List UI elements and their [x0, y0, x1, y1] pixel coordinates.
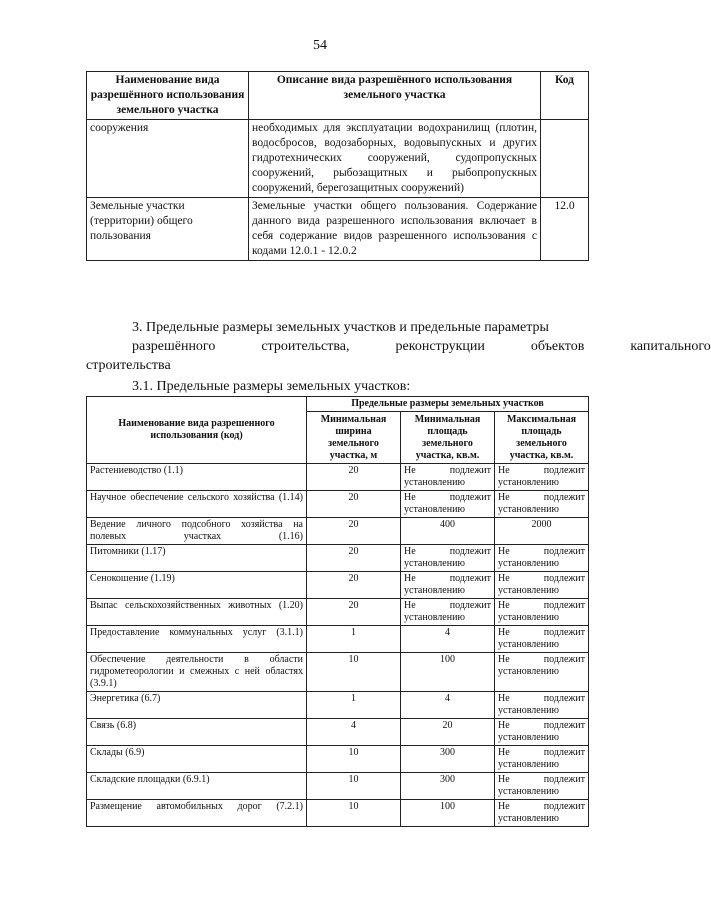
table-row [87, 464, 589, 491]
use-type-cell: Энергетика (6.7) [87, 692, 307, 719]
table-row [87, 773, 589, 800]
min-area-cell: 100 [401, 653, 495, 692]
min-area-cell: Не подлежит установлению [401, 464, 495, 491]
max-area-cell: Не подлежит установлению [495, 719, 589, 746]
table-row [87, 692, 589, 719]
use-type-cell: Размещение автомобильных дорог (7.2.1) [87, 800, 307, 827]
min-width-cell: 20 [307, 464, 401, 491]
table-row [87, 198, 589, 261]
use-type-cell: сооружения [87, 120, 249, 198]
header-max-area: Максимальная площадь земельного участка, кв.м. [495, 412, 589, 464]
table-row [87, 719, 589, 746]
section-3-word: реконструкции [395, 339, 485, 354]
section-3-word: строительства, [261, 339, 350, 354]
min-area-cell: 300 [401, 773, 495, 800]
use-type-cell: Выпас сельскохозяйственных животных (1.20) [87, 599, 307, 626]
table-row [87, 746, 589, 773]
max-area-cell: 2000 [495, 518, 589, 545]
table-row [87, 572, 589, 599]
min-width-cell: 10 [307, 800, 401, 827]
table-row [87, 491, 589, 518]
min-width-cell: 20 [307, 545, 401, 572]
use-type-cell: Земельные участки (территории) общего пользования [87, 198, 249, 261]
max-area-cell: Не подлежит установлению [495, 572, 589, 599]
use-type-cell: Ведение личного подсобного хозяйства на полевых участках (1.16) [87, 518, 307, 545]
min-area-cell: 400 [401, 518, 495, 545]
min-area-cell: 20 [401, 719, 495, 746]
use-type-cell: Сенокошение (1.19) [87, 572, 307, 599]
min-area-cell: Не подлежит установлению [401, 545, 495, 572]
section-3-1-heading: 3.1. Предельные размеры земельных участков: [132, 379, 411, 394]
max-area-cell: Не подлежит установлению [495, 491, 589, 518]
max-area-cell: Не подлежит установлению [495, 464, 589, 491]
min-width-cell: 20 [307, 491, 401, 518]
page-number: 54 [313, 38, 327, 53]
table-row [87, 626, 589, 653]
min-width-cell: 20 [307, 518, 401, 545]
table-row [87, 653, 589, 692]
section-3-heading [86, 318, 711, 375]
min-area-cell: Не подлежит установлению [401, 491, 495, 518]
use-type-cell: Предоставление коммунальных услуг (3.1.1) [87, 626, 307, 653]
use-type-cell: Обеспечение деятельности в области гидрометеорологии и смежных с ней областях (3.9.1) [87, 653, 307, 692]
table-row [87, 518, 589, 545]
min-area-cell: 4 [401, 692, 495, 719]
max-area-cell: Не подлежит установлению [495, 692, 589, 719]
table-row [87, 545, 589, 572]
min-width-cell: 10 [307, 653, 401, 692]
section-3-word: разрешённого [132, 339, 216, 354]
use-type-cell: Склады (6.9) [87, 746, 307, 773]
header-description: Описание вида разрешённого использования земельного участка [249, 72, 541, 120]
description-cell: необходимых для эксплуатации водохранилищ (плотин, водосбросов, водозаборных, водовыпускных и других гидротехнических сооружений, судопропускных сооружений, рыбозащитных и рыбопропускных сооружений, берегозащитных сооружений) [249, 120, 541, 198]
header-min-area: Минимальная площадь земельного участка, кв.м. [401, 412, 495, 464]
min-width-cell: 20 [307, 599, 401, 626]
max-area-cell: Не подлежит установлению [495, 800, 589, 827]
min-width-cell: 20 [307, 572, 401, 599]
min-area-cell: Не подлежит установлению [401, 572, 495, 599]
max-area-cell: Не подлежит установлению [495, 599, 589, 626]
min-area-cell: 100 [401, 800, 495, 827]
code-cell [541, 120, 589, 198]
min-width-cell: 1 [307, 692, 401, 719]
section-3-line-1: 3. Предельные размеры земельных участков и предельные параметры [132, 320, 549, 335]
min-width-cell: 10 [307, 746, 401, 773]
section-3-line-3: строительства [86, 358, 171, 373]
section-3-line-2 [86, 337, 711, 356]
max-area-cell: Не подлежит установлению [495, 626, 589, 653]
min-width-cell: 4 [307, 719, 401, 746]
use-type-cell: Складские площадки (6.9.1) [87, 773, 307, 800]
table-row [87, 120, 589, 198]
land-use-description-table [86, 71, 589, 261]
max-area-cell: Не подлежит установлению [495, 653, 589, 692]
description-cell: Земельные участки общего пользования. Содержание данного вида разрешенного использования включает в себя содержание видов разрешенного использования с кодами 12.0.1 - 12.0.2 [249, 198, 541, 261]
plot-size-limits-table [86, 396, 589, 827]
min-area-cell: Не подлежит установлению [401, 599, 495, 626]
section-3-word: капитального [630, 339, 711, 354]
max-area-cell: Не подлежит установлению [495, 773, 589, 800]
min-width-cell: 1 [307, 626, 401, 653]
min-width-cell: 10 [307, 773, 401, 800]
use-type-cell: Научное обеспечение сельского хозяйства (1.14) [87, 491, 307, 518]
max-area-cell: Не подлежит установлению [495, 545, 589, 572]
max-area-cell: Не подлежит установлению [495, 746, 589, 773]
section-3-word: объектов [530, 339, 585, 354]
header-size-group: Предельные размеры земельных участков [307, 397, 589, 412]
table-row [87, 800, 589, 827]
header-code: Код [541, 72, 589, 120]
header-use-type: Наименование вида разрешённого использования земельного участка [87, 72, 249, 120]
table-header-row [87, 397, 589, 412]
code-cell: 12.0 [541, 198, 589, 261]
header-use-type: Наименование вида разрешенного использования (код) [87, 397, 307, 464]
use-type-cell: Питомники (1.17) [87, 545, 307, 572]
use-type-cell: Связь (6.8) [87, 719, 307, 746]
table-row [87, 599, 589, 626]
min-area-cell: 300 [401, 746, 495, 773]
header-min-width: Минимальная ширина земельного участка, м [307, 412, 401, 464]
use-type-cell: Растениеводство (1.1) [87, 464, 307, 491]
min-area-cell: 4 [401, 626, 495, 653]
table-header-row [87, 72, 589, 120]
